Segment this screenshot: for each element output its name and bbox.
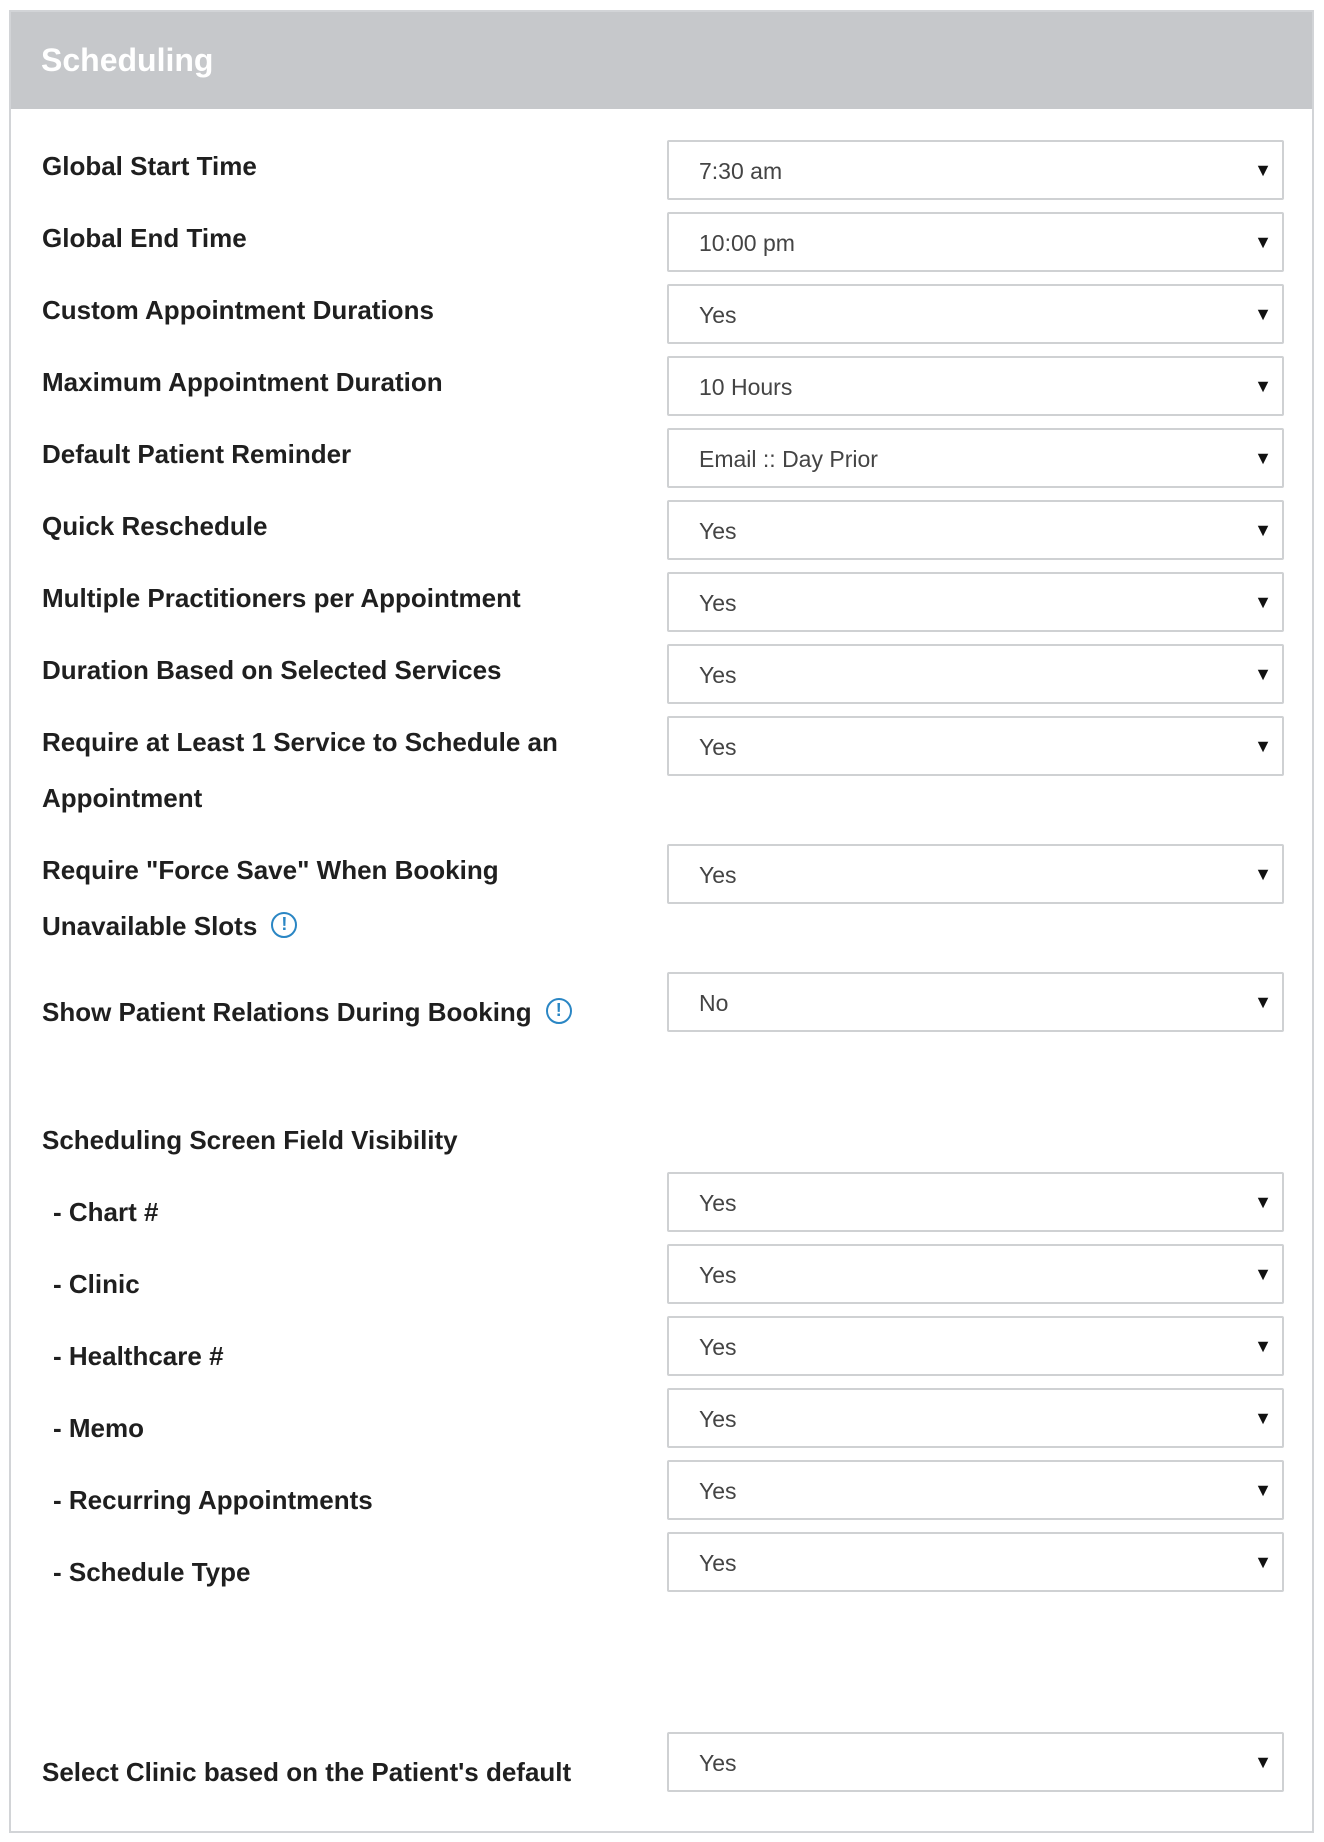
caret-down-icon: ▼ [1254, 1552, 1272, 1572]
caret-down-icon: ▼ [1254, 992, 1272, 1012]
caret-down-icon: ▼ [1254, 1408, 1272, 1428]
recurring-appointments-label: - Recurring Appointments [53, 1485, 373, 1515]
show-patient-relations-select[interactable] [667, 972, 1284, 1032]
healthcare-number-select[interactable] [667, 1316, 1284, 1376]
default-patient-reminder-select[interactable] [667, 428, 1284, 488]
multiple-practitioners-label: Multiple Practitioners per Appointment [42, 583, 521, 613]
global-start-time-select[interactable] [667, 140, 1284, 200]
memo-select[interactable] [667, 1388, 1284, 1448]
select-value: Yes [699, 518, 737, 544]
select-value: Yes [699, 1190, 737, 1216]
panel-header [11, 12, 1312, 109]
select-value: Yes [699, 1406, 737, 1432]
caret-down-icon: ▼ [1254, 1336, 1272, 1356]
info-icon[interactable]: ! [546, 998, 572, 1024]
force-save-label-line2: Unavailable Slots [42, 911, 258, 941]
select-value: Yes [699, 734, 737, 760]
schedule-type-label: - Schedule Type [53, 1557, 251, 1587]
select-value: Yes [699, 1750, 737, 1776]
require-service-label [42, 714, 642, 826]
caret-down-icon: ▼ [1254, 304, 1272, 324]
global-end-time-select[interactable] [667, 212, 1284, 272]
require-service-select[interactable] [667, 716, 1284, 776]
clinic-select[interactable] [667, 1244, 1284, 1304]
caret-down-icon: ▼ [1254, 376, 1272, 396]
caret-down-icon: ▼ [1254, 1192, 1272, 1212]
select-value: Yes [699, 590, 737, 616]
caret-down-icon: ▼ [1254, 1264, 1272, 1284]
recurring-appointments-select[interactable] [667, 1460, 1284, 1520]
clinic-label: - Clinic [53, 1269, 140, 1299]
select-value: Yes [699, 862, 737, 888]
quick-reschedule-select[interactable] [667, 500, 1284, 560]
chart-number-select[interactable] [667, 1172, 1284, 1232]
panel-title: Scheduling [41, 42, 214, 78]
select-value: 10:00 pm [699, 230, 795, 256]
caret-down-icon: ▼ [1254, 1480, 1272, 1500]
default-patient-reminder-label: Default Patient Reminder [42, 439, 352, 469]
schedule-type-select[interactable] [667, 1532, 1284, 1592]
caret-down-icon: ▼ [1254, 592, 1272, 612]
quick-reschedule-label: Quick Reschedule [42, 511, 268, 541]
healthcare-number-label: - Healthcare # [53, 1341, 224, 1371]
scheduling-panel [9, 10, 1314, 1833]
global-start-time-label: Global Start Time [42, 151, 257, 181]
caret-down-icon: ▼ [1254, 864, 1272, 884]
select-value: Yes [699, 1262, 737, 1288]
select-value: Yes [699, 302, 737, 328]
multiple-practitioners-select[interactable] [667, 572, 1284, 632]
force-save-label [42, 842, 642, 954]
select-value: Yes [699, 662, 737, 688]
caret-down-icon: ▼ [1254, 160, 1272, 180]
select-value: Yes [699, 1478, 737, 1504]
caret-down-icon: ▼ [1254, 232, 1272, 252]
clinic-default-label: Select Clinic based on the Patient's default [42, 1757, 572, 1787]
require-service-label-line1: Require at Least 1 Service to Schedule an [42, 727, 558, 757]
duration-based-on-services-select[interactable] [667, 644, 1284, 704]
caret-down-icon: ▼ [1254, 736, 1272, 756]
info-icon[interactable]: ! [271, 912, 297, 938]
clinic-default-select[interactable] [667, 1732, 1284, 1792]
require-service-label-line2: Appointment [42, 783, 203, 813]
duration-based-on-services-label: Duration Based on Selected Services [42, 655, 502, 685]
caret-down-icon: ▼ [1254, 448, 1272, 468]
caret-down-icon: ▼ [1254, 1752, 1272, 1772]
select-value: Email :: Day Prior [699, 446, 878, 472]
chart-number-label: - Chart # [53, 1197, 159, 1227]
select-value: No [699, 990, 729, 1016]
select-value: Yes [699, 1550, 737, 1576]
field-visibility-heading: Scheduling Screen Field Visibility [42, 1125, 458, 1155]
show-patient-relations-label-row [42, 984, 642, 1040]
caret-down-icon: ▼ [1254, 520, 1272, 540]
show-patient-relations-label: Show Patient Relations During Booking [42, 997, 532, 1027]
select-value: 10 Hours [699, 374, 793, 400]
force-save-select[interactable] [667, 844, 1284, 904]
select-value: Yes [699, 1334, 737, 1360]
force-save-label-line2-row [42, 898, 642, 954]
maximum-appointment-duration-label: Maximum Appointment Duration [42, 367, 443, 397]
global-end-time-label: Global End Time [42, 223, 247, 253]
memo-label: - Memo [53, 1413, 144, 1443]
select-value: 7:30 am [699, 158, 783, 184]
custom-appointment-durations-select[interactable] [667, 284, 1284, 344]
caret-down-icon: ▼ [1254, 664, 1272, 684]
force-save-label-line1: Require "Force Save" When Booking [42, 855, 499, 885]
custom-appointment-durations-label: Custom Appointment Durations [42, 295, 434, 325]
maximum-appointment-duration-select[interactable] [667, 356, 1284, 416]
